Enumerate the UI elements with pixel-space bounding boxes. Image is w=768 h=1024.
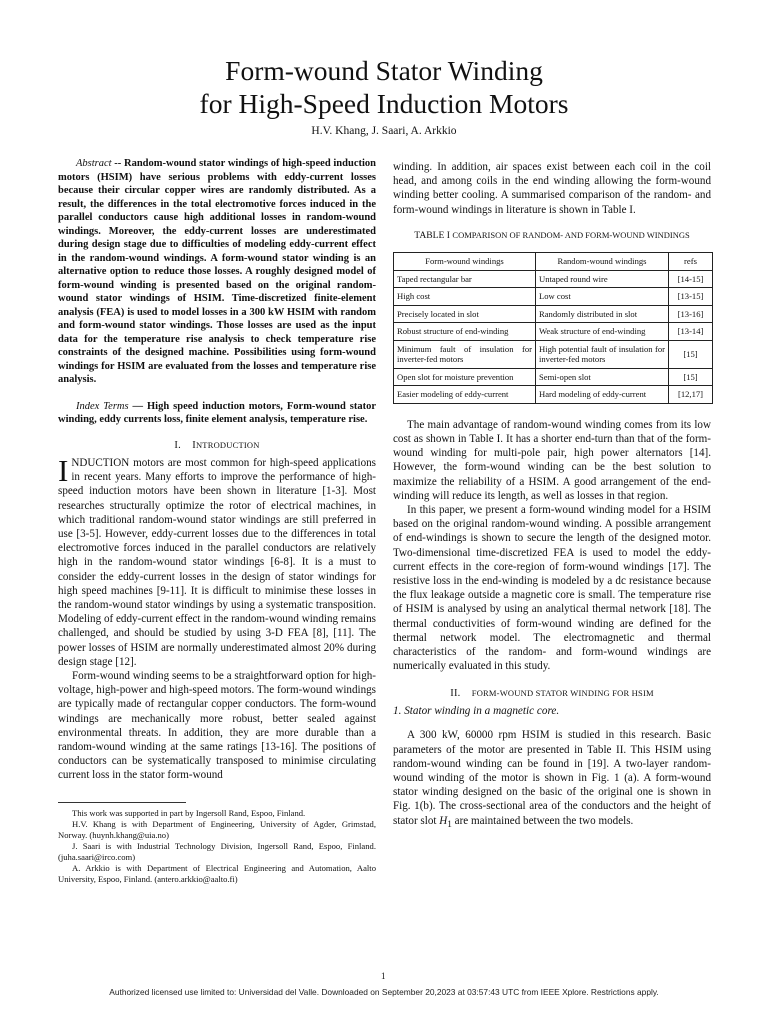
title-line-2: for High-Speed Induction Motors — [199, 88, 569, 119]
intro-paragraph-2: Form-wound winding seems to be a straightforward option for high-voltage, high-power and high-speed motors. The form-wound windings are typically made of rectangular copper conductors. The form-wound windings are mechanically more robust, better sealed against environmental threats. In addition, they are more durable than a random-wound winding at the same ratings [13-16]. The positions of conductors can be systematically transposed to minimise circulating current loss in the stator form-wound — [58, 670, 376, 782]
table-cell: Easier modeling of eddy-current — [394, 386, 536, 404]
section2-paragraph-1-end: are maintained between the two models. — [451, 814, 634, 827]
table-row — [394, 323, 713, 341]
introduction-body — [58, 453, 376, 783]
table-row — [394, 270, 713, 288]
footnotes — [58, 808, 376, 885]
table-cell: Minimum fault of insulation for inverter-fed motors — [394, 340, 536, 368]
table-cell: [15] — [669, 368, 713, 386]
ieee-license-footer: Authorized licensed use limited to: Universidad del Valle. Downloaded on September 20,2023 at 03:57:43 UTC from IEEE Xplore. Restrictions apply. — [109, 987, 659, 997]
section2-paragraph-1 — [393, 728, 711, 832]
table-cell: Hard modeling of eddy-current — [536, 386, 669, 404]
table-cell: Randomly distributed in slot — [536, 305, 669, 323]
table-cell: Taped rectangular bar — [394, 270, 536, 288]
table-row — [394, 305, 713, 323]
table-cell: [13-15] — [669, 288, 713, 306]
slot-height-symbol: H — [439, 814, 448, 827]
footnote-author-1: H.V. Khang is with Department of Engineering, University of Agder, Grimstad, Norway. (huynh.khang@uia.no) — [58, 818, 376, 840]
left-column — [58, 157, 376, 885]
table-cell: Weak structure of end-winding — [536, 323, 669, 341]
right-column — [393, 160, 711, 832]
section-number: II. — [450, 688, 461, 700]
index-terms — [58, 400, 376, 427]
section-heading-introduction — [58, 439, 376, 453]
table-cell: Semi-open slot — [536, 368, 669, 386]
section-heading-2 — [393, 687, 711, 701]
section-number: I. — [174, 439, 181, 451]
table-header-cell: Random-wound windings — [536, 253, 669, 271]
drop-cap: I — [58, 453, 69, 488]
table-cell: Low cost — [536, 288, 669, 306]
table-cell: High potential fault of insulation for inverter-fed motors — [536, 340, 669, 368]
table-cell: High cost — [394, 288, 536, 306]
title-line-1: Form-wound Stator Winding — [225, 55, 543, 86]
table-cell: [14-15] — [669, 270, 713, 288]
table-row — [394, 288, 713, 306]
footnote-author-2: J. Saari is with Industrial Technology Division, Ingersoll Rand, Espoo, Finland. (juha.saari@irco.com) — [58, 840, 376, 862]
table-header-cell: refs — [669, 253, 713, 271]
abstract-label: Abstract — [76, 158, 112, 169]
table-cell: [13-16] — [669, 305, 713, 323]
intro-paragraph-3: winding. In addition, air spaces exist between each coil in the coil head, and among coils in the end winding allowing the form-wound winding better cooling. A summarised comparison of the random- and form-wound windings in literature is shown in Table I. — [393, 161, 711, 216]
index-terms-text: — High speed induction motors, Form-wound stator winding, eddy currents loss, finite element analysis, temperature rise. — [58, 400, 376, 425]
table-cell: Precisely located in slot — [394, 305, 536, 323]
footnote-funding: This work was supported in part by Ingersoll Rand, Espoo, Finland. — [72, 807, 306, 818]
abstract — [58, 157, 376, 387]
index-terms-label: Index Terms — [76, 400, 129, 412]
table-row — [394, 386, 713, 404]
intro-paragraph-4: The main advantage of random-wound winding comes from its low cost as shown in Table I. It has a shorter end-turn than that of the form-wound winding for multi-pole pair, high power alternators [14]. However, the form-wound winding can be the best solution to maximize the reliability of a HSIM. A good arrangement of the end-winding will reduce its length, as well as losses in that region. — [393, 418, 711, 502]
intro-continued — [393, 418, 711, 674]
table-row — [394, 340, 713, 368]
table-caption-prefix: TABLE I — [414, 229, 453, 241]
section-title: FORM-WOUND STATOR WINDING FOR HSIM — [471, 688, 654, 699]
table-cell: [12,17] — [669, 386, 713, 404]
intro-paragraph-1 — [58, 453, 376, 669]
table-caption — [393, 229, 711, 243]
section-title-initial: I — [192, 439, 196, 451]
page-number-mark: 1 — [381, 971, 386, 981]
table-caption-text: COMPARISON OF RANDOM- AND FORM-WOUND WINDINGS — [452, 229, 690, 240]
section2-paragraph-1-text: A 300 kW, 60000 rpm HSIM is studied in this research. Basic parameters of the motor are presented in Table II. This HSIM using random-wound winding can be found in [19]. A two-layer random-wound winding of the motor is shown in Fig. 1 (a). A form-wound stator winding designed on the basic of the original one is shown in Fig. 1(b). The cross-sectional area of the conductors and the height of stator slot — [393, 729, 711, 827]
slot-height-subscript: 1 — [447, 819, 452, 830]
table-cell: Robust structure of end-winding — [394, 323, 536, 341]
subsection-heading: 1. Stator winding in a magnetic core. — [393, 704, 560, 717]
table-header-row — [394, 253, 713, 271]
paper-title — [0, 54, 768, 120]
comparison-table — [393, 252, 713, 404]
table-cell: Untaped round wire — [536, 270, 669, 288]
author-list: H.V. Khang, J. Saari, A. Arkkio — [311, 125, 457, 137]
table-header-cell: Form-wound windings — [394, 253, 536, 271]
intro-paragraph-1-text: NDUCTION motors are most common for high-speed applications in recent years. Many efforts to improve the performance of high-speed induction motors have been shown in literature [1-3]. Most researches structurally optimize the rotor of electrical machines, in which traditional random-wound stator windings are still preferred in use [3-5]. However, eddy-current losses due to the differences in total electromotive forces induced in the parallel conductors are relatively high in the random-wound stator windings [6-8]. It is a must to consider the eddy-current losses in the design of stator windings for high speed machines [9-11]. It is difficult to minimise these losses in the random-wound stator windings by using a systematic transposition. Modeling of eddy-current effect in the random-wound winding remains challenged, and should be studied by using 3-D FEA [8], [11]. The power losses of HSIM are normally underestimated almost 20% during design stage [12]. — [58, 457, 376, 668]
table-cell: [13-14] — [669, 323, 713, 341]
section-title-rest: NTRODUCTION — [195, 439, 260, 450]
table-row — [394, 368, 713, 386]
table-cell: [15] — [669, 340, 713, 368]
intro-paragraph-5: In this paper, we present a form-wound winding model for a HSIM based on the original random-wound winding. A possible arrangement of end-windings is shown to secure the length of the designed motor. Two-dimensional time-discretized FEA is used to model the eddy-current effects in the core-region of form-wound windings [17]. The resistive loss in the end-winding is modeled by a dc resistance because the flux leakage outside a magnetic core is small. The temperature rise of HSIM is analysed by using an analytical thermal network [18]. The thermal conductivities of form-wound winding are defined for the thermal network model. The electromagnetic and thermal characteristics of the random- and form-wound windings are numerically evaluated in this study. — [393, 504, 711, 673]
footnote-author-3: A. Arkkio is with Department of Electrical Engineering and Automation, Aalto University, Espoo, Finland. (antero.arkkio@aalto.fi) — [58, 862, 376, 884]
footnote-divider — [58, 802, 186, 803]
table-cell: Open slot for moisture prevention — [394, 368, 536, 386]
abstract-text: -- Random-wound stator windings of high-speed induction motors (HSIM) have serious problems with eddy-current losses because their circular copper wires are randomly distributed. As a result, the differences in the total electromotive forces induced in the parallel conductors cause high additional losses in random-wound windings. Moreover, the eddy-current losses are underestimated during design stage due to difficulties of modeling eddy-current effect in the random-wound windings. A form-wound stator winding is an alternative option to reduce those losses. A roughly designed model of form-wound winding is presented based on the original random-wound stator windings of HSIM. Time-discretized finite-element analysis (FEA) is used to model losses in a 300 kW HSIM with random and form-wound stator windings. Those losses are used as the input data for the temperature rise analysis to check temperature rise constraints of the designed machine. Possibilities using form-wound windings for HSIM are evaluated from the losses and temperature rise analysis. — [58, 158, 376, 385]
